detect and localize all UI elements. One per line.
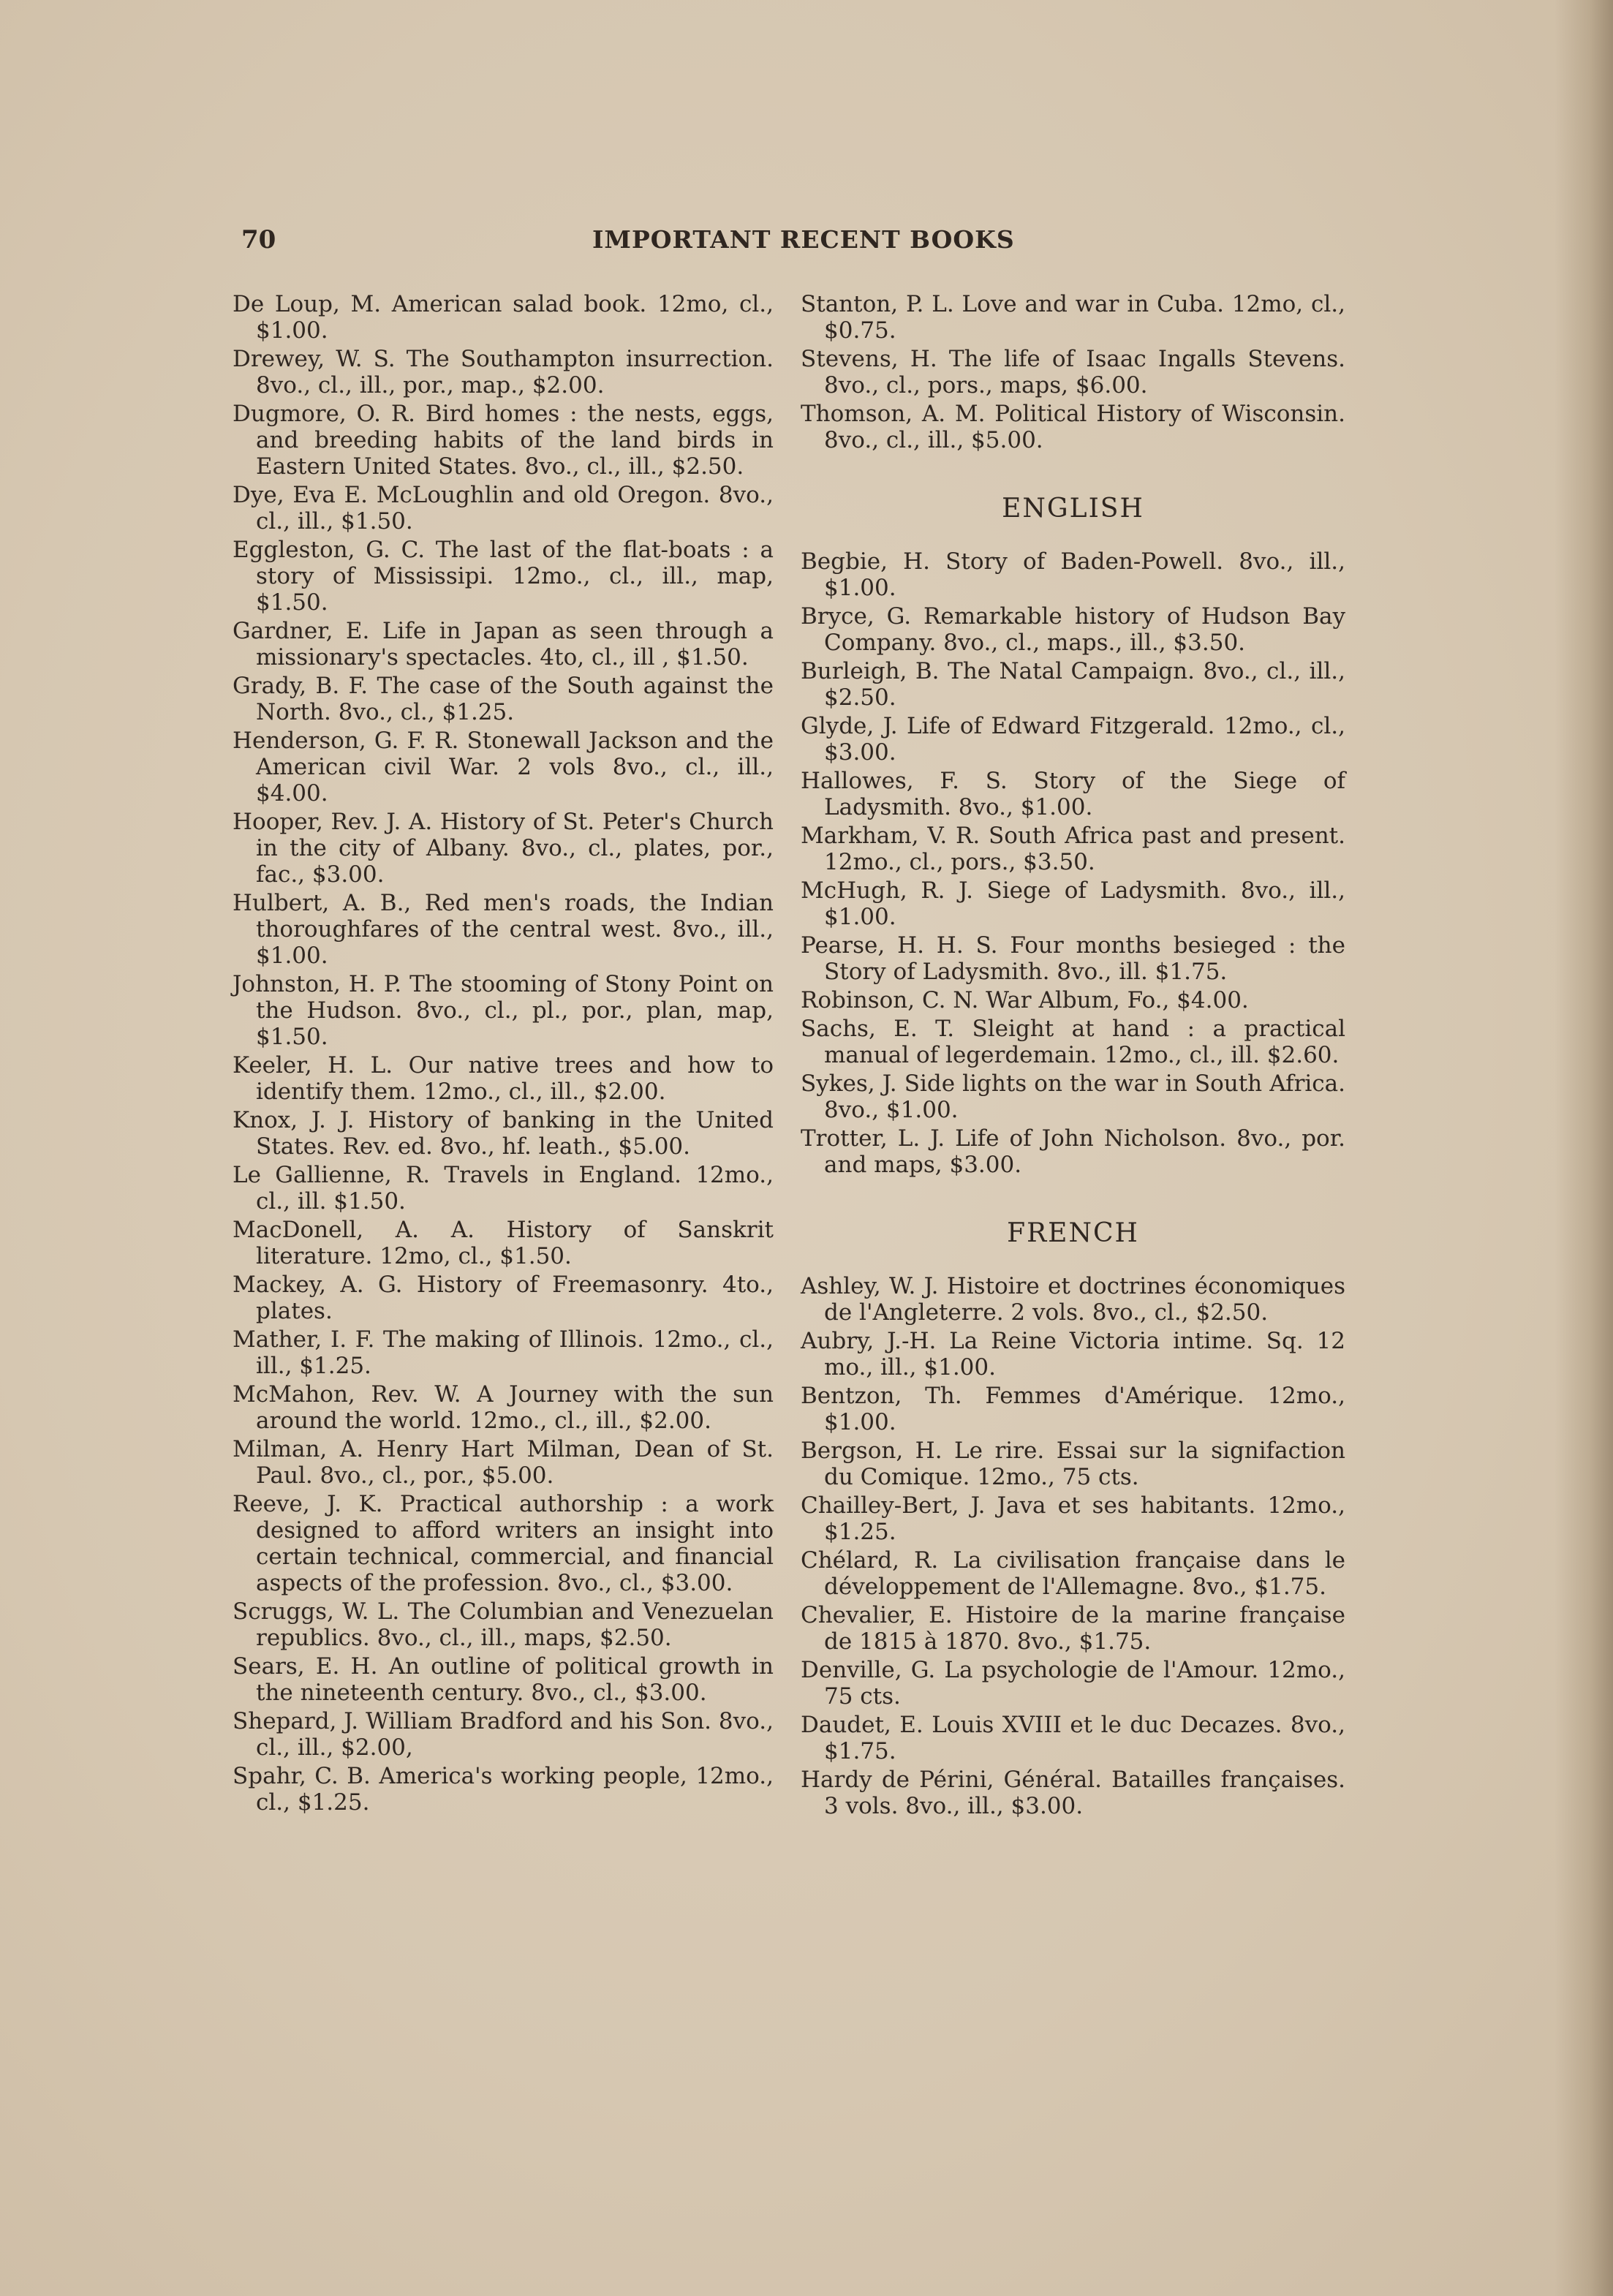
book-entry: Chevalier, E. Histoire de la marine française de 1815 à 1870. 8vo., $1.75.	[801, 1602, 1345, 1655]
left-column	[233, 291, 774, 1818]
book-entry: McMahon, Rev. W. A Journey with the sun around the world. 12mo., cl., ill., $2.00.	[233, 1381, 774, 1434]
book-entry: Thomson, A. M. Political History of Wisconsin. 8vo., cl., ill., $5.00.	[801, 401, 1345, 453]
book-entry: Denville, G. La psychologie de l'Amour. 12mo., 75 cts.	[801, 1657, 1345, 1710]
book-entry: Johnston, H. P. The stooming of Stony Point on the Hudson. 8vo., cl., pl., por., plan, map, $1.50.	[233, 971, 774, 1050]
book-entry: Drewey, W. S. The Southampton insurrection. 8vo., cl., ill., por., map., $2.00.	[233, 346, 774, 399]
book-entry: Chélard, R. La civilisation française dans le développement de l'Allemagne. 8vo., $1.75.	[801, 1547, 1345, 1600]
section-heading-french: FRENCH	[1007, 1218, 1139, 1248]
book-entry: Sachs, E. T. Sleight at hand : a practical manual of legerdemain. 12mo., cl., ill. $2.60.	[801, 1016, 1345, 1068]
book-entry: Ashley, W. J. Histoire et doctrines économiques de l'Angleterre. 2 vols. 8vo., cl., $2.50.	[801, 1273, 1345, 1326]
book-entry: Henderson, G. F. R. Stonewall Jackson and the American civil War. 2 vols 8vo., cl., ill., $4.00.	[233, 728, 774, 807]
book-entry: Sykes, J. Side lights on the war in South Africa. 8vo., $1.00.	[801, 1070, 1345, 1123]
book-entry: Stevens, H. The life of Isaac Ingalls Stevens. 8vo., cl., pors., maps, $6.00.	[801, 346, 1345, 399]
book-entry: Knox, J. J. History of banking in the United States. Rev. ed. 8vo., hf. leath., $5.00.	[233, 1107, 774, 1160]
book-entry: De Loup, M. American salad book. 12mo, cl., $1.00.	[233, 291, 774, 344]
book-entry: Markham, V. R. South Africa past and present. 12mo., cl., pors., $3.50.	[801, 823, 1345, 875]
book-entry: Stanton, P. L. Love and war in Cuba. 12mo, cl., $0.75.	[801, 291, 1345, 344]
book-entry: McHugh, R. J. Siege of Ladysmith. 8vo., ill., $1.00.	[801, 877, 1345, 930]
page-number: 70	[241, 225, 276, 254]
book-entry: Hallowes, F. S. Story of the Siege of Ladysmith. 8vo., $1.00.	[801, 768, 1345, 820]
book-entry: Daudet, E. Louis XVIII et le duc Decazes. 8vo., $1.75.	[801, 1712, 1345, 1764]
book-entry: Glyde, J. Life of Edward Fitzgerald. 12mo., cl., $3.00.	[801, 713, 1345, 766]
book-entry: Sears, E. H. An outline of political growth in the nineteenth century. 8vo., cl., $3.00.	[233, 1653, 774, 1706]
book-entry: Aubry, J.-H. La Reine Victoria intime. Sq. 12 mo., ill., $1.00.	[801, 1328, 1345, 1381]
book-entry: Mather, I. F. The making of Illinois. 12mo., cl., ill., $1.25.	[233, 1326, 774, 1379]
book-entry: Bryce, G. Remarkable history of Hudson Bay Company. 8vo., cl., maps., ill., $3.50.	[801, 603, 1345, 656]
book-entry: Spahr, C. B. America's working people, 12mo., cl., $1.25.	[233, 1763, 774, 1816]
book-entry: MacDonell, A. A. History of Sanskrit literature. 12mo, cl., $1.50.	[233, 1217, 774, 1269]
book-entry: Bergson, H. Le rire. Essai sur la signifaction du Comique. 12mo., 75 cts.	[801, 1438, 1345, 1490]
book-entry: Trotter, L. J. Life of John Nicholson. 8vo., por. and maps, $3.00.	[801, 1125, 1345, 1178]
page-header	[241, 225, 1360, 269]
book-entry: Milman, A. Henry Hart Milman, Dean of St. Paul. 8vo., cl., por., $5.00.	[233, 1436, 774, 1489]
book-entry: Grady, B. F. The case of the South against the North. 8vo., cl., $1.25.	[233, 673, 774, 725]
book-entry: Hardy de Périni, Général. Batailles françaises. 3 vols. 8vo., ill., $3.00.	[801, 1767, 1345, 1819]
book-entry: Bentzon, Th. Femmes d'Amérique. 12mo., $1.00.	[801, 1383, 1345, 1435]
book-entry: Dugmore, O. R. Bird homes : the nests, eggs, and breeding habits of the land birds in Eastern United States. 8vo., cl., ill., $2.50.	[233, 401, 774, 480]
section-heading-english: ENGLISH	[1002, 494, 1144, 524]
book-entry: Le Gallienne, R. Travels in England. 12mo., cl., ill. $1.50.	[233, 1162, 774, 1215]
book-entry: Robinson, C. N. War Album, Fo., $4.00.	[801, 987, 1249, 1013]
book-entry: Gardner, E. Life in Japan as seen through a missionary's spectacles. 4to, cl., ill , $1.50.	[233, 618, 774, 671]
book-entry: Pearse, H. H. S. Four months besieged : the Story of Ladysmith. 8vo., ill. $1.75.	[801, 932, 1345, 985]
book-entry: Dye, Eva E. McLoughlin and old Oregon. 8vo., cl., ill., $1.50.	[233, 482, 774, 535]
page-edge-shadow	[1555, 0, 1613, 2296]
book-entry: Shepard, J. William Bradford and his Son. 8vo., cl., ill., $2.00,	[233, 1708, 774, 1761]
book-entry: Hooper, Rev. J. A. History of St. Peter's Church in the city of Albany. 8vo., cl., plates, por., fac., $3.00.	[233, 809, 774, 888]
book-entry: Begbie, H. Story of Baden-Powell. 8vo., ill., $1.00.	[801, 548, 1345, 601]
book-entry: Chailley-Bert, J. Java et ses habitants. 12mo., $1.25.	[801, 1492, 1345, 1545]
book-entry: Hulbert, A. B., Red men's roads, the Indian thoroughfares of the central west. 8vo., ill., $1.00.	[233, 890, 774, 969]
book-entry: Keeler, H. L. Our native trees and how to identify them. 12mo., cl., ill., $2.00.	[233, 1052, 774, 1105]
book-entry: Reeve, J. K. Practical authorship : a work designed to afford writers an insight into certain technical, commercial, and financial aspects of the profession. 8vo., cl., $3.00.	[233, 1491, 774, 1596]
book-entry: Scruggs, W. L. The Columbian and Venezuelan republics. 8vo., cl., ill., maps, $2.50.	[233, 1598, 774, 1651]
running-title: IMPORTANT RECENT BOOKS	[592, 225, 1015, 254]
book-entry: Eggleston, G. C. The last of the flat-boats : a story of Mississipi. 12mo., cl., ill., map, $1.50.	[233, 537, 774, 616]
book-entry: Mackey, A. G. History of Freemasonry. 4to., plates.	[233, 1272, 774, 1324]
right-column	[801, 291, 1345, 1821]
book-entry: Burleigh, B. The Natal Campaign. 8vo., cl., ill., $2.50.	[801, 658, 1345, 711]
